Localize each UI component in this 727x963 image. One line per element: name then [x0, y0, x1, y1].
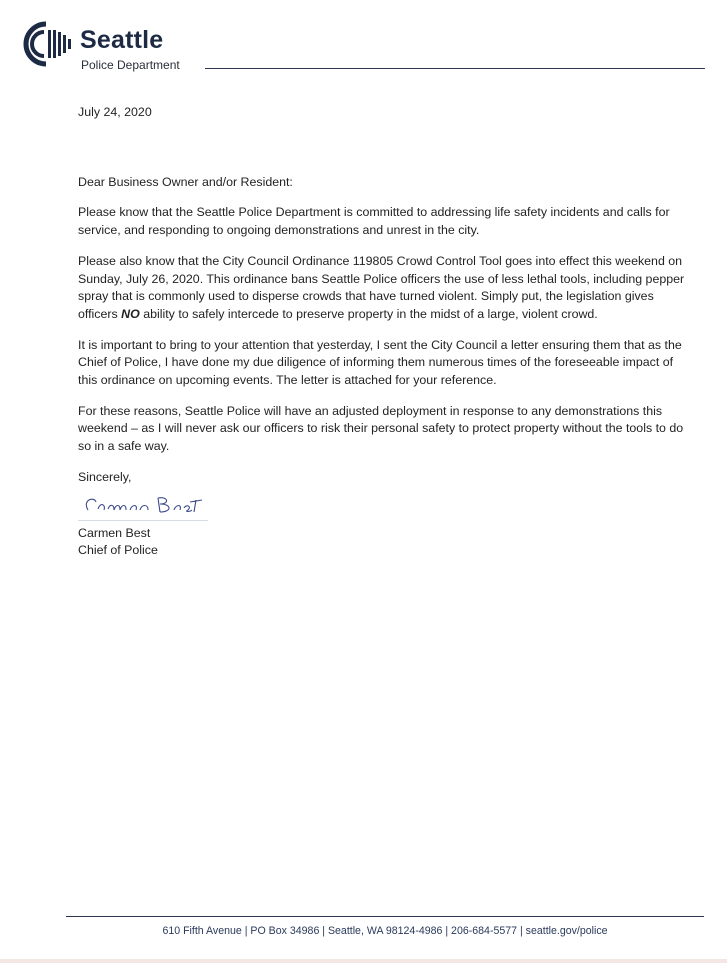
closing: Sincerely, [78, 469, 132, 484]
letterhead [22, 18, 706, 74]
signer-title: Chief of Police [78, 543, 158, 558]
paragraph-2-start: Please also know that the City Council Ordinance 119805 Crowd Control Tool goes into effect this weekend on Sunday, July 26, 2020. This ordinance bans Seattle Police officers the use of less lethal tools, including pepper spray that is commonly used to disperse crowds that have turned violent. Simply put, the legislation gives officers [78, 253, 685, 321]
paragraph-1: Please know that the Seattle Police Department is committed to addressing life safety incidents and calls for service, and responding to ongoing demonstrations and unrest in the city. [78, 205, 670, 238]
paragraph-3: It is important to bring to your attention that yesterday, I sent the City Council a letter ensuring them that as the Chief of Police, I have done my due diligence of informing them numerous times of the foreseeable impact of this ordinance on upcoming events. The letter is attached for your reference. [78, 337, 682, 388]
salutation: Dear Business Owner and/or Resident: [78, 174, 293, 189]
department-name: Police Department [81, 58, 180, 72]
org-name: Seattle [80, 26, 164, 54]
paragraph-2-end: ability to safely intercede to preserve property in the midst of a large, violent crowd. [139, 306, 598, 321]
letter-date: July 24, 2020 [78, 105, 152, 119]
paragraph-2 [78, 253, 690, 324]
footer-address: 610 Fifth Avenue | PO Box 34986 | Seattle, WA 98124-4986 | 206-684-5577 | seattle.gov/police [162, 925, 608, 937]
emphasis-no: NO [121, 306, 140, 321]
footer-divider [66, 916, 704, 917]
paragraph-4: For these reasons, Seattle Police will have an adjusted deployment in response to any demonstrations this weekend – as I will never ask our officers to risk their personal safety to protect property without the tools to do so in a safe way. [78, 403, 684, 454]
letter-body [78, 104, 690, 560]
header-divider [205, 68, 705, 69]
signer-name: Carmen Best [78, 525, 151, 540]
signature-image [78, 490, 208, 521]
page-edge [0, 959, 727, 963]
seattle-seal-icon [22, 20, 74, 68]
